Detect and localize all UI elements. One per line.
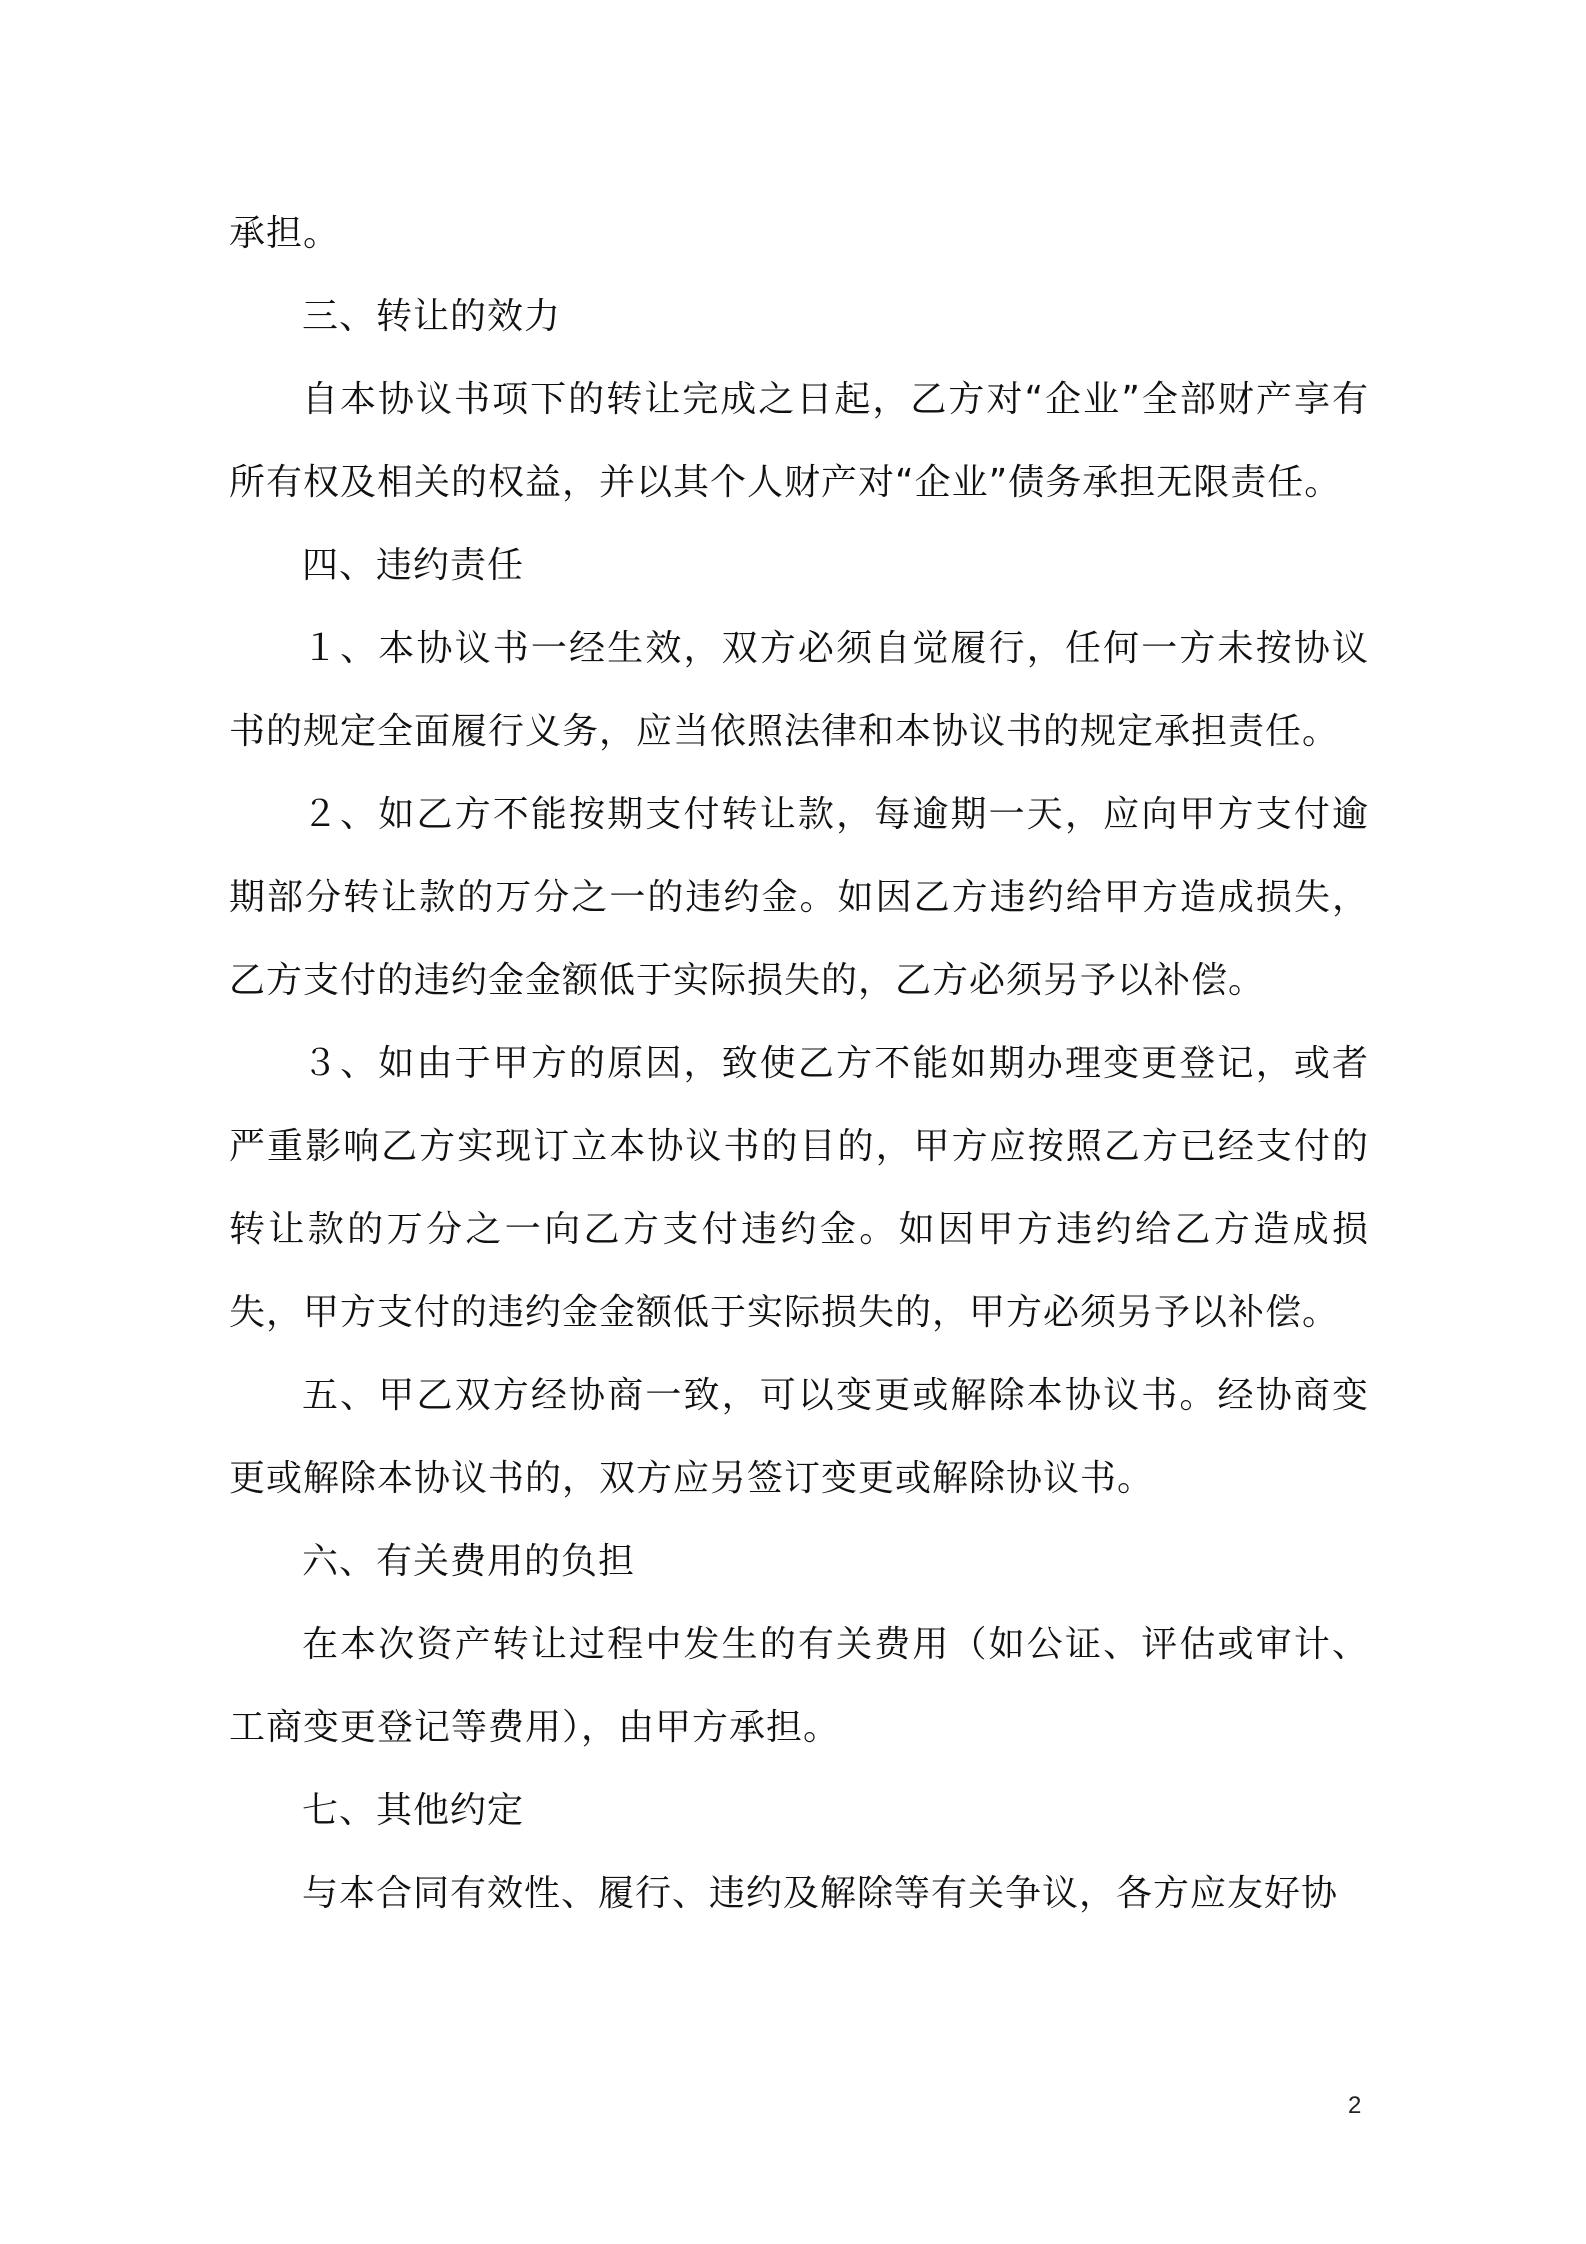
- paragraph-breach-2: ２、如乙方不能按期支付转让款，每逾期一天，应向甲方支付逾期部分转让款的万分之一的违约金。如因乙方违约给甲方造成损失，乙方支付的违约金金额低于实际损失的，乙方必须另予以补偿。: [229, 794, 1369, 1001]
- paragraph-breach-3: ３、如由于甲方的原因，致使乙方不能如期办理变更登记，或者严重影响乙方实现订立本协议书的目的，甲方应按照乙方已经支付的转让款的万分之一向乙方支付违约金。如因甲方违约给乙方造成损失，甲方支付的违约金金额低于实际损失的，甲方必须另予以补偿。: [229, 1043, 1369, 1333]
- document-body: [229, 192, 1369, 1935]
- paragraph-breach-1: １、本协议书一经生效，双方必须自觉履行，任何一方未按协议书的规定全面履行义务，应当依照法律和本协议书的规定承担责任。: [229, 628, 1369, 752]
- section-heading-effect: 三、转让的效力: [302, 296, 562, 337]
- page-number: 2: [1348, 2092, 1362, 2119]
- section-heading-other: 七、其他约定: [302, 1790, 525, 1831]
- paragraph-amendment: 五、甲乙双方经协商一致，可以变更或解除本协议书。经协商变更或解除本协议书的，双方应另签订变更或解除协议书。: [229, 1375, 1369, 1499]
- paragraph-effect: 自本协议书项下的转让完成之日起，乙方对“企业”全部财产享有所有权及相关的权益，并以其个人财产对“企业”债务承担无限责任。: [229, 379, 1369, 503]
- section-heading-fees: 六、有关费用的负担: [302, 1541, 636, 1582]
- paragraph-fees: 在本次资产转让过程中发生的有关费用（如公证、评估或审计、工商变更登记等费用），由甲方承担。: [229, 1624, 1369, 1748]
- section-heading-breach: 四、违约责任: [302, 545, 525, 586]
- paragraph-other: 与本合同有效性、履行、违约及解除等有关争议，各方应友好协: [302, 1873, 1339, 1914]
- paragraph-continuation: 承担。: [229, 213, 341, 254]
